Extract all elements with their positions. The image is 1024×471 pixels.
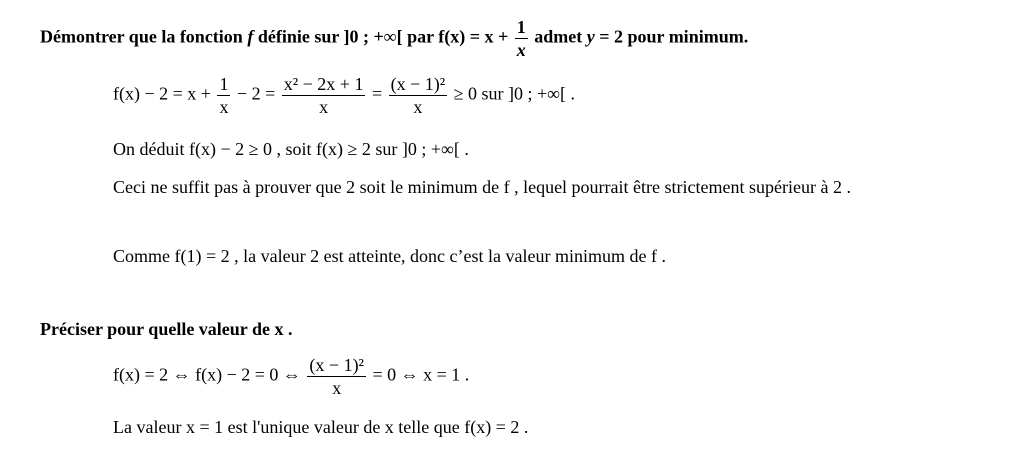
heading1-text-4: = 2 pour minimum. (594, 26, 749, 47)
eq1-fraction-2: $\frac{\text{x² − 2x + 1}}{x}$ (283, 74, 364, 117)
heading1-text: Démontrer que la fonction (40, 26, 248, 47)
line-ceci: Ceci ne suffit pas à prouver que 2 soit le minimum de f , lequel pourrait être strictement supérieur à 2 . (113, 177, 851, 197)
equation-2: f(x) = 2 ⇔ f(x) − 2 = 0 ⇔ $\frac{\text{(x − 1)²}}{x}$ = 0 ⇔ x = 1 . (113, 355, 470, 398)
line-comme: Comme f(1) = 2 , la valeur 2 est atteinte, donc c’est la valeur minimum de f . (113, 246, 666, 266)
eq1-fraction-3: $\frac{\text{(x − 1)²}}{x}$ (390, 74, 446, 117)
heading1-y: y (586, 26, 595, 47)
heading1-text-2: définie sur ]0 ; +∞[ par (253, 26, 439, 47)
line-deduit: On déduit f(x) − 2 ≥ 0 , soit f(x) ≥ 2 sur ]0 ; +∞[ . (113, 139, 469, 159)
eq2-fraction: $\frac{\text{(x − 1)²}}{x}$ (309, 355, 364, 398)
heading1-fx: f(x) = x + (438, 26, 513, 47)
heading1-f: f (247, 26, 254, 47)
heading-question-2: Préciser pour quelle valeur de x . (40, 319, 293, 339)
line-final: La valeur x = 1 est l'unique valeur de x telle que f(x) = 2 . (113, 417, 529, 437)
heading-question-1 (40, 18, 748, 59)
heading1-fraction: $\frac{1}{x}$ (516, 17, 526, 60)
heading1-text-3: admet (529, 26, 587, 47)
equation-1: f(x) − 2 = x + $\frac{1}{x}$ − 2 = $\frac{\text{x² − 2x + 1}}{x}$ = $\frac{\text{(x − 1)²}}{x}$ ≥ 0 sur ]0 ; +∞[ . (113, 74, 576, 117)
eq1-fraction-1: $\frac{1}{x}$ (219, 74, 229, 117)
